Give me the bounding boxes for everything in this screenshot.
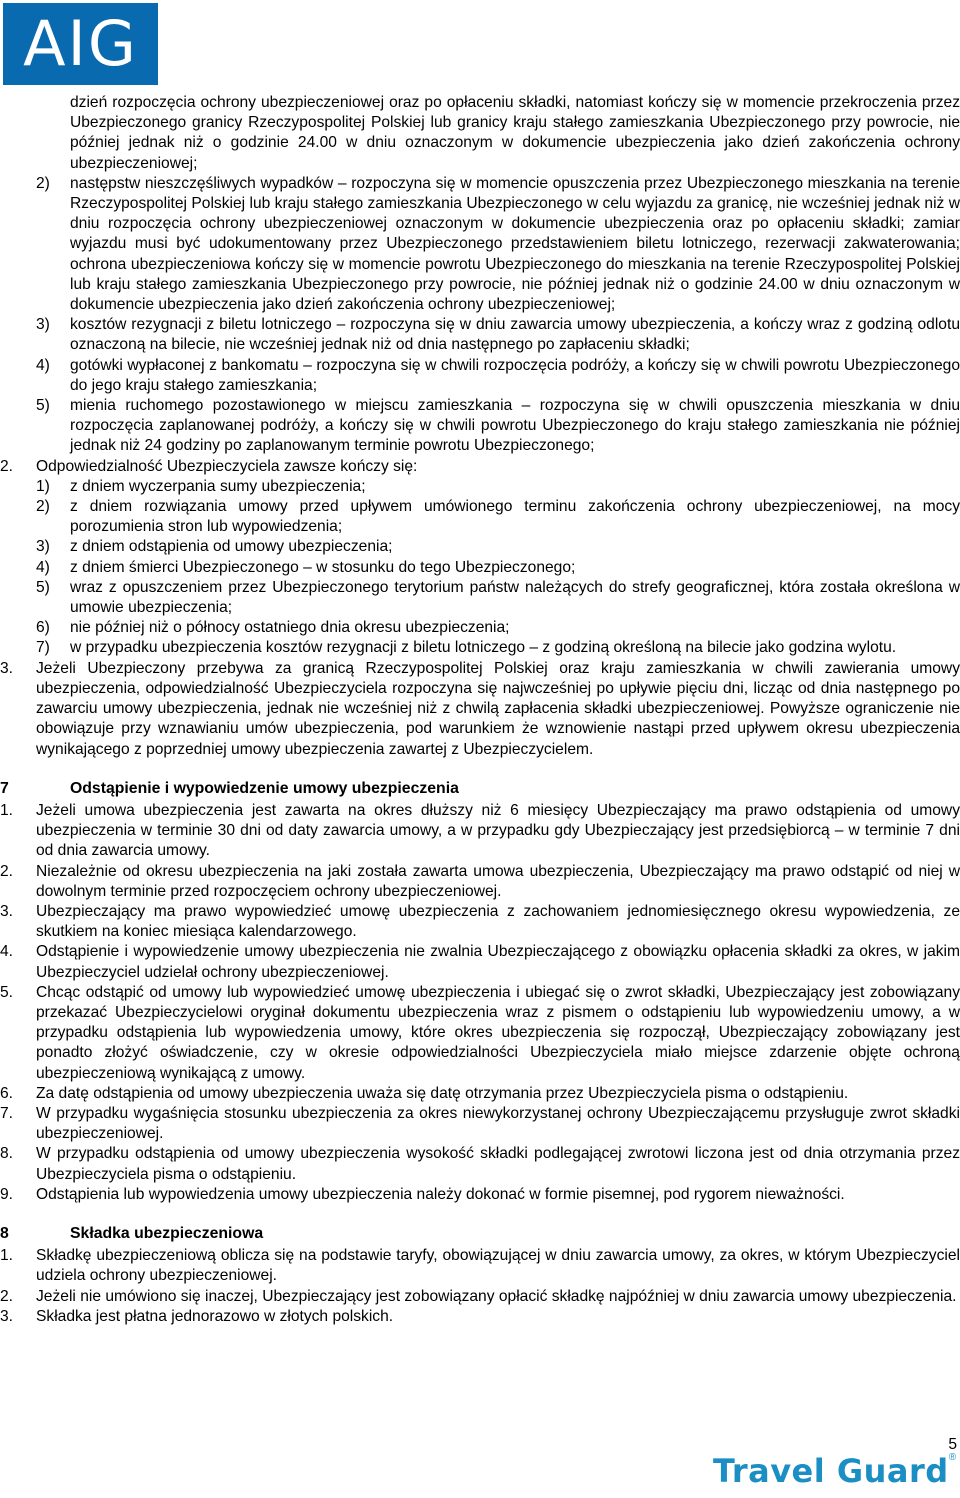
- item-text: Jeżeli umowa ubezpieczenia jest zawarta na okres dłuższy niż 6 miesięcy Ubezpieczający ma prawo odstąpienia od umowy ubezpieczenia w terminie 30 dni od daty zawarcia umowy, a w przypadku gdy Ubezpieczający jest przedsiębiorcą – w terminie 7 dni od dnia zawarcia umowy.: [36, 801, 960, 860]
- item-number: 8.: [0, 1145, 14, 1163]
- point-3: [0, 659, 960, 760]
- item-number: 6.: [0, 1084, 14, 1102]
- section-number: 8: [0, 1224, 9, 1242]
- point-number: 2.: [0, 457, 14, 475]
- item-text: z dniem śmierci Ubezpieczonego – w stosunku do tego Ubezpieczonego;: [70, 558, 576, 576]
- list-item: [0, 801, 960, 862]
- item-text: z dniem odstąpienia od umowy ubezpieczenia;: [70, 538, 393, 556]
- list-item: [0, 638, 960, 658]
- list-item: [0, 1084, 960, 1104]
- point-2: [0, 457, 960, 477]
- list-item: [0, 1246, 960, 1286]
- item-number: 2): [36, 498, 50, 516]
- list-item: [0, 862, 960, 902]
- item-number: 7): [36, 639, 50, 657]
- list-item: [0, 983, 960, 1084]
- item-number: 4): [36, 356, 50, 374]
- section-title: Odstąpienie i wypowiedzenie umowy ubezpieczenia: [70, 779, 459, 797]
- item-number: 4.: [0, 943, 14, 961]
- item-number: 1.: [0, 1247, 14, 1265]
- item-text: w przypadku ubezpieczenia kosztów rezygnacji z biletu lotniczego – z godziną określoną na bilecie jako godzina wylotu.: [70, 639, 897, 657]
- item-text: następstw nieszczęśliwych wypadków – rozpoczyna się w momencie opuszczenia przez Ubezpieczonego mieszkania na terenie Rzeczypospolitej Polskiej lub kraju stałego zamieszkania Ubezpieczonego w celu wyjazdu za granicę, nie wcześniej jednak niż w dniu rozpoczęcia ochrony ubezpieczeniowej oznaczonym w dokumencie ubezpieczenia oraz po opłaceniu składki; zamiar wyjazdu musi być udokumentowany przez Ubezpieczonego przedstawieniem biletu lotniczego, rezerwacji zakwaterowania; ochrona ubezpieczeniowa kończy się w momencie powrotu Ubezpieczonego do mieszkania na terenie Rzeczypospolitej Polskiej lub kraju stałego zamieszkania Ubezpieczonego przy powrocie, nie później jednak niż o godzinie 24.00 w dniu oznaczonym w dokumencie ubezpieczenia jako dzień zakończenia ochrony ubezpieczeniowej;: [70, 174, 960, 314]
- list-item: [0, 356, 960, 396]
- item-text: z dniem wyczerpania sumy ubezpieczenia;: [70, 477, 366, 495]
- list-item: [0, 174, 960, 315]
- section-number: 7: [0, 779, 9, 797]
- item-number: 4): [36, 558, 50, 576]
- item-number: 5): [36, 397, 50, 415]
- list-item: [0, 1307, 960, 1327]
- list-item: [0, 942, 960, 982]
- list-item: [0, 902, 960, 942]
- list-item: [0, 1185, 960, 1205]
- item-text: z dniem rozwiązania umowy przed upływem umówionego terminu zakończenia ochrony ubezpieczeniowej, na mocy porozumienia stron lub wypowiedzenia;: [70, 498, 960, 536]
- item-text: Składka jest płatna jednorazowo w złotych polskich.: [36, 1307, 394, 1325]
- item-number: 6): [36, 619, 50, 637]
- item-text: wraz z opuszczeniem przez Ubezpieczonego terytorium państw należących do strefy geograficznej, która została określona w umowie ubezpieczenia;: [70, 578, 960, 617]
- item-text: mienia ruchomego pozostawionego w miejscu zamieszkania – rozpoczyna się w chwili opuszczenia mieszkania w dniu rozpoczęcia zaplanowanej podróży, a kończy się w chwili powrotu Ubezpieczonego do kraju stałego zamieszkania nie później jednak niż 24 godziny po zaplanowanym terminie powrotu Ubezpieczonego;: [70, 397, 960, 455]
- item-text: gotówki wypłaconej z bankomatu – rozpoczyna się w chwili rozpoczęcia podróży, a kończy się w chwili powrotu Ubezpieczonego do jego kraju stałego zamieszkania;: [70, 356, 960, 394]
- item-number: 7.: [0, 1104, 14, 1122]
- document-body: [0, 93, 960, 1327]
- list-item: [0, 618, 960, 638]
- item-number: 3): [36, 316, 50, 334]
- item-text: Składkę ubezpieczeniową oblicza się na podstawie taryfy, obowiązującej w dniu zawarcia umowy, za okres, w którym Ubezpieczyciel udziela ochrony ubezpieczeniowej.: [36, 1247, 960, 1285]
- intro-paragraph: [0, 93, 960, 174]
- item-text: Ubezpieczający ma prawo wypowiedzieć umowę ubezpieczenia z zachowaniem jednomiesięcznego okresu wypowiedzenia, ze skutkiem na koniec miesiąca kalendarzowego.: [36, 902, 960, 941]
- item-number: 2.: [0, 862, 14, 880]
- item-number: 3.: [0, 902, 14, 920]
- item-number: 2): [36, 174, 50, 192]
- list-item: [0, 537, 960, 557]
- point-text: Jeżeli Ubezpieczony przebywa za granicą Rzeczypospolitej Polskiej oraz kraju zamieszkania w chwili zawierania umowy ubezpieczenia, odpowiedzialność Ubezpieczyciela rozpoczyna się najwcześniej po upływie pięciu dni, licząc od dnia następnego po zawarciu umowy ubezpieczenia, jednak nie wcześniej niż z chwilą zapłacenia składki ubezpieczeniowej. Powyższe ograniczenie nie obowiązuje przy wznawianiu umów ubezpieczenia, pod warunkiem że wznowienie nastąpi przed upływem okresu ubezpieczenia wynikającego z poprzedniej umowy ubezpieczenia zawartej z Ubezpieczycielem.: [36, 659, 960, 758]
- page-number: 5: [948, 1436, 957, 1453]
- item-text: Chcąc odstąpić od umowy lub wypowiedzieć umowę ubezpieczenia i ubiegać się o zwrot składki, Ubezpieczający jest zobowiązany przekazać Ubezpieczycielowi oryginał dokumentu ubezpieczenia wraz z pismem o odstąpieniu lub wypowiedzeniu umowy, a w przypadku odstąpienia lub wypowiedzenia umowy, które okres ubezpieczenia się rozpoczął, Ubezpieczający zobowiązany jest ponadto złożyć oświadczenie, czy w okresie odpowiedzialności Ubezpieczyciela miało miejsce zdarzenie objęte ochroną ubezpieczeniową wynikającą z umowy.: [36, 983, 960, 1082]
- section-7-heading: [0, 779, 960, 799]
- list-item: [0, 497, 960, 537]
- item-number: 3): [36, 538, 50, 556]
- list-item: [0, 1144, 960, 1184]
- point-number: 3.: [0, 659, 14, 677]
- section-8-heading: [0, 1224, 960, 1244]
- item-text: Za datę odstąpienia od umowy ubezpieczenia uważa się datę otrzymania przez Ubezpieczyciela pisma o odstąpieniu.: [36, 1084, 849, 1102]
- list-item: [0, 1287, 960, 1307]
- travel-guard-logo-text: Travel Guard: [713, 1452, 949, 1490]
- travel-guard-logo: [713, 1452, 957, 1498]
- list-item: [0, 1104, 960, 1144]
- item-text: Jeżeli nie umówiono się inaczej, Ubezpieczający jest zobowiązany opłacić składkę najpóźniej w dniu zawarcia umowy ubezpieczenia.: [36, 1287, 957, 1305]
- registered-mark: ®: [948, 1452, 957, 1463]
- item-text: kosztów rezygnacji z biletu lotniczego – rozpoczyna się w dniu zawarcia umowy ubezpieczenia, a kończy wraz z godziną odlotu oznaczoną na bilecie, nie wcześniej jednak niż od dnia następnego po zapłaceniu składki;: [70, 316, 960, 354]
- list-item: [0, 558, 960, 578]
- item-number: 2.: [0, 1287, 14, 1305]
- item-text: Odstąpienia lub wypowiedzenia umowy ubezpieczenia należy dokonać w formie pisemnej, pod rygorem nieważności.: [36, 1185, 845, 1203]
- item-text: Niezależnie od okresu ubezpieczenia na jaki została zawarta umowa ubezpieczenia, Ubezpieczający ma prawo odstąpić od niej w dowolnym terminie przed rozpoczęciem ochrony ubezpieczeniowej.: [36, 862, 960, 900]
- section-title: Składka ubezpieczeniowa: [70, 1224, 264, 1242]
- item-number: 5.: [0, 983, 14, 1001]
- list-item: [0, 578, 960, 618]
- item-number: 9.: [0, 1185, 14, 1203]
- item-text: Odstąpienie i wypowiedzenie umowy ubezpieczenia nie zwalnia Ubezpieczającego z obowiązku opłacenia składki za okres, w jakim Ubezpieczyciel udzielał ochrony ubezpieczeniowej.: [36, 943, 960, 981]
- list-item: [0, 477, 960, 497]
- aig-logo-text: AIG: [23, 7, 138, 80]
- item-number: 1.: [0, 801, 14, 819]
- item-text: W przypadku wygaśnięcia stosunku ubezpieczenia za okres niewykorzystanej ochrony Ubezpieczającemu przysługuje zwrot składki ubezpieczeniowej.: [36, 1104, 960, 1143]
- item-number: 1): [36, 477, 50, 495]
- intro-text: dzień rozpoczęcia ochrony ubezpieczeniowej oraz po opłaceniu składki, natomiast kończy się w momencie przekroczenia przez Ubezpieczonego granicy Rzeczypospolitej Polskiej lub granicy kraju stałego zamieszkania Ubezpieczonego przy powrocie, nie później jednak niż o godzinie 24.00 w dniu oznaczonym w dokumencie ubezpieczenia jako dzień zakończenia ochrony ubezpieczeniowej;: [70, 94, 960, 172]
- item-number: 5): [36, 578, 50, 596]
- item-text: W przypadku odstąpienia od umowy ubezpieczenia wysokość składki podlegającej zwrotowi liczona jest od dnia otrzymania przez Ubezpieczyciela pisma o odstąpieniu.: [36, 1145, 960, 1183]
- list-item: [0, 396, 960, 457]
- point-text: Odpowiedzialność Ubezpieczyciela zawsze kończy się:: [36, 457, 418, 475]
- item-text: nie później niż o północy ostatniego dnia okresu ubezpieczenia;: [70, 619, 510, 637]
- list-item: [0, 315, 960, 355]
- item-number: 3.: [0, 1307, 14, 1325]
- aig-logo: [3, 3, 158, 85]
